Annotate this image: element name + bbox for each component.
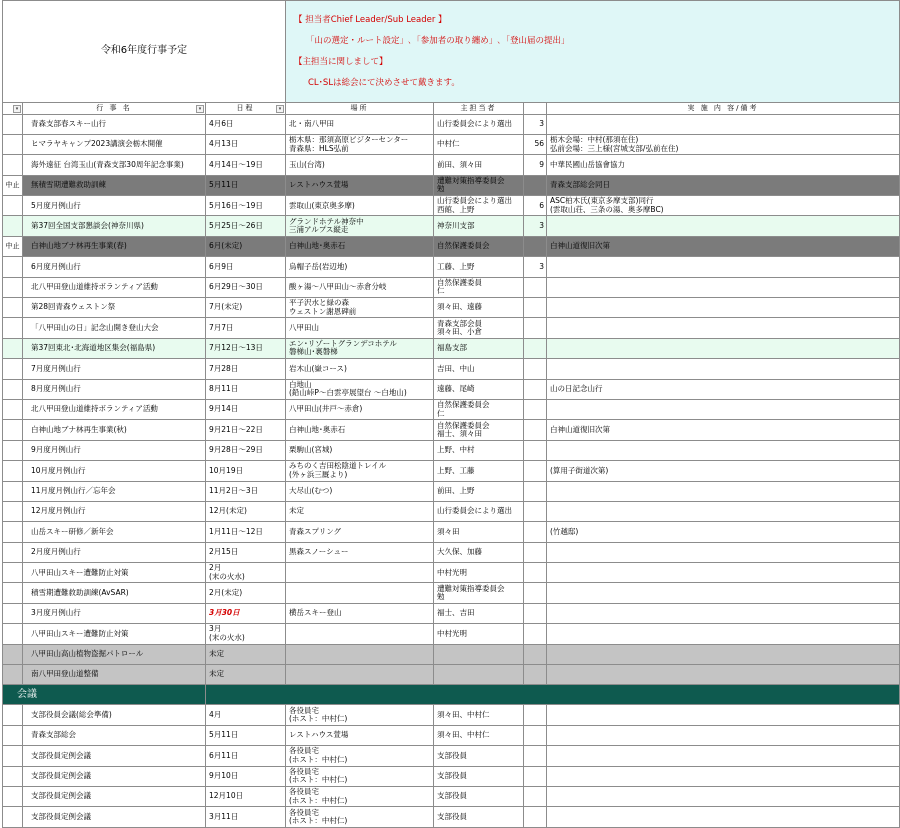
owner-cell[interactable]: 前田、上野 xyxy=(434,481,524,501)
stop-cell[interactable]: 中止 xyxy=(3,175,23,195)
place-cell[interactable]: 各役員宅 (ホスト：中村仁) xyxy=(286,807,434,827)
event-name-cell[interactable]: 「八甲田山の日」記念山開き登山大会 xyxy=(23,318,206,338)
stop-cell[interactable] xyxy=(3,399,23,419)
stop-cell[interactable] xyxy=(3,134,23,154)
table-row xyxy=(3,501,900,521)
notes-cell[interactable] xyxy=(547,665,900,685)
notes-cell[interactable] xyxy=(547,114,900,134)
table-row xyxy=(3,399,900,419)
event-name-cell[interactable]: 八甲田山スキー遭難防止対策 xyxy=(23,624,206,644)
event-name-cell[interactable]: 12月度月例山行 xyxy=(23,501,206,521)
stop-cell[interactable] xyxy=(3,257,23,277)
place-cell[interactable]: 白神山地･奥赤石 xyxy=(286,420,434,440)
place-cell[interactable]: 栃木県：那須高原ビジターセンター 青森県：HLS弘前 xyxy=(286,134,434,154)
table-row xyxy=(3,440,900,460)
place-cell[interactable]: 青森スプリング xyxy=(286,522,434,542)
notes-cell[interactable]: 山の日記念山行 xyxy=(547,379,900,399)
place-cell[interactable]: 未定 xyxy=(286,501,434,521)
event-name-cell[interactable]: 支部役員定例会議 xyxy=(23,766,206,786)
count-cell[interactable] xyxy=(524,440,547,460)
table-row xyxy=(3,236,900,256)
table-row xyxy=(3,134,900,154)
owner-cell[interactable]: 中村光明 xyxy=(434,563,524,583)
count-cell[interactable] xyxy=(524,461,547,481)
owner-cell[interactable]: 上野、中村 xyxy=(434,440,524,460)
date-cell[interactable]: 7月28日 xyxy=(206,359,286,379)
notes-cell[interactable]: 青森支部総会同日 xyxy=(547,175,900,195)
table-row xyxy=(3,807,900,827)
date-cell[interactable]: 未定 xyxy=(206,644,286,664)
count-cell[interactable] xyxy=(524,624,547,644)
owner-cell[interactable]: 遭難対策指導委員会 勉 xyxy=(434,583,524,603)
notes-cell[interactable] xyxy=(547,725,900,745)
table-row xyxy=(3,359,900,379)
event-name-cell[interactable]: 第37回全国支部懇談会(神奈川県) xyxy=(23,216,206,236)
owner-cell[interactable]: 須々田、遠藤 xyxy=(434,298,524,318)
filter-dropdown-icon[interactable]: ▾ xyxy=(276,105,284,113)
notes-cell[interactable] xyxy=(547,440,900,460)
date-cell[interactable]: 2月(未定) xyxy=(206,583,286,603)
count-cell[interactable] xyxy=(524,542,547,562)
stop-cell[interactable] xyxy=(3,665,23,685)
table-row xyxy=(3,379,900,399)
place-cell[interactable]: 大尽山(むつ) xyxy=(286,481,434,501)
count-cell[interactable] xyxy=(524,298,547,318)
note-line-3: 【主担当に関しまして】 xyxy=(294,56,388,67)
stop-cell[interactable] xyxy=(3,787,23,807)
date-cell[interactable]: 5月16日～19日 xyxy=(206,196,286,216)
notes-cell[interactable] xyxy=(547,298,900,318)
table-row xyxy=(3,522,900,542)
date-cell[interactable]: 12月(未定) xyxy=(206,501,286,521)
owner-cell[interactable]: 遭難対策指導委員会 勉 xyxy=(434,175,524,195)
stop-cell[interactable] xyxy=(3,481,23,501)
place-cell[interactable]: みちのく吉田松陰道トレイル (外ヶ浜三厩より) xyxy=(286,461,434,481)
event-name-cell[interactable]: 山岳スキー研修／新年会 xyxy=(23,522,206,542)
place-cell[interactable]: 平子沢水と緑の森 ウェストン謝恩碑前 xyxy=(286,298,434,318)
place-cell[interactable]: 北・南八甲田 xyxy=(286,114,434,134)
notes-cell[interactable] xyxy=(547,644,900,664)
event-name-cell[interactable]: 八甲田山スキー遭難防止対策 xyxy=(23,563,206,583)
count-cell[interactable] xyxy=(524,236,547,256)
count-cell[interactable] xyxy=(524,420,547,440)
date-cell[interactable]: 12月10日 xyxy=(206,787,286,807)
date-cell[interactable]: 6月(未定) xyxy=(206,236,286,256)
place-cell[interactable]: 白神山地･奥赤石 xyxy=(286,236,434,256)
table-row xyxy=(3,338,900,358)
table-row xyxy=(3,155,900,175)
owner-cell[interactable]: 福士、吉田 xyxy=(434,603,524,623)
owner-cell[interactable]: 青森支部会員 須々田、小倉 xyxy=(434,318,524,338)
stop-cell[interactable] xyxy=(3,807,23,827)
stop-cell[interactable] xyxy=(3,298,23,318)
notes-cell[interactable] xyxy=(547,787,900,807)
count-cell[interactable] xyxy=(524,379,547,399)
col-header-stop xyxy=(3,102,23,114)
notes-cell[interactable] xyxy=(547,563,900,583)
section-title: 会議 xyxy=(3,685,206,705)
stop-cell[interactable] xyxy=(3,583,23,603)
place-cell[interactable]: エン･リゾートグランデコホテル 磐梯山･裏磐梯 xyxy=(286,338,434,358)
table-row xyxy=(3,461,900,481)
date-cell[interactable]: 2月15日 xyxy=(206,542,286,562)
notes-cell[interactable] xyxy=(547,542,900,562)
notes-cell[interactable] xyxy=(547,705,900,725)
count-cell[interactable] xyxy=(524,175,547,195)
event-name-cell[interactable]: 南八甲田登山道整備 xyxy=(23,665,206,685)
place-cell[interactable] xyxy=(286,624,434,644)
date-cell[interactable]: 9月28日～29日 xyxy=(206,440,286,460)
event-name-cell[interactable]: 北八甲田登山道維持ボランティア活動 xyxy=(23,399,206,419)
stop-cell[interactable] xyxy=(3,563,23,583)
place-cell[interactable]: 岩木山(嶽コース) xyxy=(286,359,434,379)
date-cell[interactable]: 6月9日 xyxy=(206,257,286,277)
notes-cell[interactable] xyxy=(547,501,900,521)
place-cell[interactable]: 黒森スノーシュー xyxy=(286,542,434,562)
note-line-1: 【 担当者Chief Leader/Sub Leader 】 xyxy=(294,14,447,25)
place-cell[interactable]: 酸ヶ湯～八甲田山～赤倉分岐 xyxy=(286,277,434,297)
place-cell[interactable] xyxy=(286,583,434,603)
note-line-2: 「山の選定・ルート設定」､「参加者の取り纏め」､「登山届の提出」 xyxy=(306,35,570,46)
owner-cell[interactable]: 山行委員会により選出 xyxy=(434,501,524,521)
table-row xyxy=(3,216,900,236)
place-cell[interactable] xyxy=(286,665,434,685)
owner-cell[interactable]: 自然保護委員会 xyxy=(434,236,524,256)
stop-cell[interactable] xyxy=(3,155,23,175)
owner-cell[interactable]: 自然保護委員会 仁 xyxy=(434,399,524,419)
event-name-cell[interactable]: ヒマラヤキャンプ2023講演会栃木開催 xyxy=(23,134,206,154)
date-cell[interactable]: 10月19日 xyxy=(206,461,286,481)
stop-cell[interactable]: 中止 xyxy=(3,236,23,256)
stop-cell[interactable] xyxy=(3,501,23,521)
place-cell[interactable]: 八甲田山 xyxy=(286,318,434,338)
notes-cell[interactable]: (竹越邸) xyxy=(547,522,900,542)
stop-cell[interactable] xyxy=(3,196,23,216)
table-row xyxy=(3,196,900,216)
table-row xyxy=(3,563,900,583)
section-row xyxy=(3,685,900,705)
table-row xyxy=(3,644,900,664)
count-cell[interactable]: 3 xyxy=(524,216,547,236)
place-cell[interactable]: 横岳スキー登山 xyxy=(286,603,434,623)
date-cell[interactable]: 未定 xyxy=(206,665,286,685)
stop-cell[interactable] xyxy=(3,318,23,338)
stop-cell[interactable] xyxy=(3,338,23,358)
owner-cell[interactable]: 須々田 xyxy=(434,522,524,542)
date-cell[interactable]: 7月12日～13日 xyxy=(206,338,286,358)
event-name-cell[interactable]: 11月度月例山行／忘年会 xyxy=(23,481,206,501)
table-row xyxy=(3,725,900,745)
place-cell[interactable]: レストハウス萱場 xyxy=(286,725,434,745)
notes-cell[interactable] xyxy=(547,277,900,297)
stop-cell[interactable] xyxy=(3,766,23,786)
event-name-cell[interactable]: 支部役員会議(総会準備) xyxy=(23,705,206,725)
place-cell[interactable]: 各役員宅 (ホスト：中村仁) xyxy=(286,766,434,786)
owner-cell[interactable] xyxy=(434,665,524,685)
notes-cell[interactable]: (算用子街道次第) xyxy=(547,461,900,481)
event-name-cell[interactable]: 青森支部春スキー山行 xyxy=(23,114,206,134)
stop-cell[interactable] xyxy=(3,277,23,297)
stop-cell[interactable] xyxy=(3,114,23,134)
place-cell[interactable]: 各役員宅 (ホスト：中村仁) xyxy=(286,787,434,807)
event-name-cell[interactable]: 8月度月例山行 xyxy=(23,379,206,399)
date-cell[interactable]: 5月11日 xyxy=(206,725,286,745)
stop-cell[interactable] xyxy=(3,542,23,562)
stop-cell[interactable] xyxy=(3,644,23,664)
table-row xyxy=(3,277,900,297)
count-cell[interactable] xyxy=(524,522,547,542)
event-name-cell[interactable]: 7月度月例山行 xyxy=(23,359,206,379)
stop-cell[interactable] xyxy=(3,379,23,399)
top-header-row xyxy=(3,1,900,103)
owner-cell[interactable]: 中村仁 xyxy=(434,134,524,154)
owner-cell[interactable]: 支部役員 xyxy=(434,746,524,766)
stop-cell[interactable] xyxy=(3,216,23,236)
stop-cell[interactable] xyxy=(3,624,23,644)
owner-cell[interactable]: 上野、工藤 xyxy=(434,461,524,481)
place-cell[interactable]: 栗駒山(宮城) xyxy=(286,440,434,460)
date-cell[interactable]: 6月29日～30日 xyxy=(206,277,286,297)
table-row xyxy=(3,746,900,766)
date-cell[interactable]: 4月14日～19日 xyxy=(206,155,286,175)
event-name-cell[interactable]: 白神山地ブナ林再生事業(春) xyxy=(23,236,206,256)
count-cell[interactable]: 56 xyxy=(524,134,547,154)
event-name-cell[interactable]: 6月度月例山行 xyxy=(23,257,206,277)
col-header-date: 日程 ▾ xyxy=(206,102,286,114)
col-header-owner: 主担当者 xyxy=(434,102,524,114)
col-header-notes: 実 施 内 容/備考 xyxy=(547,102,900,114)
count-cell[interactable] xyxy=(524,725,547,745)
event-name-cell[interactable]: 3月度月例山行 xyxy=(23,603,206,623)
place-cell[interactable] xyxy=(286,563,434,583)
table-row xyxy=(3,542,900,562)
owner-cell[interactable]: 須々田、中村仁 xyxy=(434,725,524,745)
table-row xyxy=(3,175,900,195)
place-cell[interactable]: 各役員宅 (ホスト：中村仁) xyxy=(286,746,434,766)
table-row xyxy=(3,705,900,725)
schedule-table xyxy=(2,0,900,828)
count-cell[interactable] xyxy=(524,746,547,766)
date-cell[interactable]: 5月25日～26日 xyxy=(206,216,286,236)
owner-cell[interactable]: 支部役員 xyxy=(434,807,524,827)
notes-cell[interactable] xyxy=(547,807,900,827)
count-cell[interactable] xyxy=(524,501,547,521)
table-row xyxy=(3,624,900,644)
owner-cell[interactable]: 自然保護委員 仁 xyxy=(434,277,524,297)
count-cell[interactable]: 9 xyxy=(524,155,547,175)
table-row xyxy=(3,298,900,318)
col-header-name: 行 事 名 ▾ xyxy=(23,102,206,114)
column-header-row xyxy=(3,102,900,114)
date-cell[interactable]: 4月6日 xyxy=(206,114,286,134)
event-name-cell[interactable]: 北八甲田登山道維持ボランティア活動 xyxy=(23,277,206,297)
count-cell[interactable]: 3 xyxy=(524,257,547,277)
date-cell[interactable]: 1月11日～12日 xyxy=(206,522,286,542)
top-note xyxy=(286,1,900,103)
date-cell[interactable]: 4月 xyxy=(206,705,286,725)
count-cell[interactable] xyxy=(524,766,547,786)
notes-cell[interactable] xyxy=(547,399,900,419)
count-cell[interactable] xyxy=(524,705,547,725)
event-name-cell[interactable]: 白神山地ブナ林再生事業(秋) xyxy=(23,420,206,440)
filter-dropdown-icon[interactable]: ▾ xyxy=(196,105,204,113)
notes-cell[interactable] xyxy=(547,766,900,786)
date-cell[interactable]: 8月11日 xyxy=(206,379,286,399)
place-cell[interactable]: 雲取山(東京奥多摩) xyxy=(286,196,434,216)
note-line-4: CL･SLは総会にて決めさせて戴きます。 xyxy=(308,77,460,88)
table-row xyxy=(3,114,900,134)
event-name-cell[interactable]: 無積雪期遭難救助訓練 xyxy=(23,175,206,195)
count-cell[interactable] xyxy=(524,277,547,297)
owner-cell[interactable]: 前田、須々田 xyxy=(434,155,524,175)
notes-cell[interactable] xyxy=(547,624,900,644)
place-cell[interactable]: 各役員宅 (ホスト：中村仁) xyxy=(286,705,434,725)
notes-cell[interactable] xyxy=(547,338,900,358)
stop-cell[interactable] xyxy=(3,359,23,379)
owner-cell[interactable]: 山行委員会により選出 西館、上野 xyxy=(434,196,524,216)
owner-cell[interactable]: 山行委員会により選出 xyxy=(434,114,524,134)
count-cell[interactable] xyxy=(524,399,547,419)
section-filler xyxy=(206,685,900,705)
notes-cell[interactable] xyxy=(547,257,900,277)
event-name-cell[interactable]: 青森支部総会 xyxy=(23,725,206,745)
stop-cell[interactable] xyxy=(3,705,23,725)
count-cell[interactable] xyxy=(524,563,547,583)
count-cell[interactable] xyxy=(524,644,547,664)
notes-cell[interactable]: ASC柏木氏(東京多摩支部)同行 (雲取山荘、三条の湯、奥多摩BC) xyxy=(547,196,900,216)
date-cell[interactable]: 3月30日 xyxy=(206,603,286,623)
count-cell[interactable] xyxy=(524,665,547,685)
date-cell[interactable]: 9月14日 xyxy=(206,399,286,419)
owner-cell[interactable] xyxy=(434,644,524,664)
notes-cell[interactable] xyxy=(547,603,900,623)
event-name-cell[interactable]: 10月度月例山行 xyxy=(23,461,206,481)
place-cell[interactable]: 玉山(台湾) xyxy=(286,155,434,175)
count-cell[interactable] xyxy=(524,787,547,807)
date-cell[interactable]: 3月 (末の火水) xyxy=(206,624,286,644)
owner-cell[interactable]: 支部役員 xyxy=(434,766,524,786)
stop-cell[interactable] xyxy=(3,461,23,481)
date-cell[interactable]: 7月7日 xyxy=(206,318,286,338)
count-cell[interactable] xyxy=(524,318,547,338)
event-name-cell[interactable]: 支部役員定例会議 xyxy=(23,807,206,827)
sheet-title: 令和6年度行事予定 xyxy=(3,1,286,103)
notes-cell[interactable]: 中華民國山岳協會協力 xyxy=(547,155,900,175)
owner-cell[interactable]: 福島支部 xyxy=(434,338,524,358)
stop-cell[interactable] xyxy=(3,603,23,623)
stop-cell[interactable] xyxy=(3,440,23,460)
count-cell[interactable] xyxy=(524,481,547,501)
place-cell[interactable] xyxy=(286,644,434,664)
count-cell[interactable] xyxy=(524,807,547,827)
date-cell[interactable]: 6月11日 xyxy=(206,746,286,766)
owner-cell[interactable]: 自然保護委員会 福士、須々田 xyxy=(434,420,524,440)
place-cell[interactable]: レストハウス萱場 xyxy=(286,175,434,195)
stop-cell[interactable] xyxy=(3,522,23,542)
date-cell[interactable]: 5月11日 xyxy=(206,175,286,195)
owner-cell[interactable]: 神奈川支部 xyxy=(434,216,524,236)
place-cell[interactable]: 烏帽子岳(岩辺地) xyxy=(286,257,434,277)
date-cell[interactable]: 7月(未定) xyxy=(206,298,286,318)
table-row xyxy=(3,257,900,277)
notes-cell[interactable] xyxy=(547,318,900,338)
count-cell[interactable]: 6 xyxy=(524,196,547,216)
date-cell[interactable]: 9月10日 xyxy=(206,766,286,786)
table-row xyxy=(3,603,900,623)
owner-cell[interactable]: 支部役員 xyxy=(434,787,524,807)
table-row xyxy=(3,665,900,685)
date-cell[interactable]: 4月13日 xyxy=(206,134,286,154)
stop-cell[interactable] xyxy=(3,725,23,745)
event-name-cell[interactable]: 2月度月例山行 xyxy=(23,542,206,562)
notes-cell[interactable] xyxy=(547,359,900,379)
event-name-cell[interactable]: 9月度月例山行 xyxy=(23,440,206,460)
date-cell[interactable]: 9月21日～22日 xyxy=(206,420,286,440)
count-cell[interactable]: 3 xyxy=(524,114,547,134)
notes-cell[interactable] xyxy=(547,481,900,501)
event-name-cell[interactable]: 海外遠征 台湾玉山(青森支部30周年記念事業) xyxy=(23,155,206,175)
notes-cell[interactable] xyxy=(547,216,900,236)
table-row xyxy=(3,787,900,807)
col-header-place: 場所 xyxy=(286,102,434,114)
table-row xyxy=(3,481,900,501)
table-row xyxy=(3,420,900,440)
count-cell[interactable] xyxy=(524,338,547,358)
event-name-cell[interactable]: 積雪期遭難救助訓練(AvSAR) xyxy=(23,583,206,603)
notes-cell[interactable] xyxy=(547,583,900,603)
event-name-cell[interactable]: 5月度月例山行 xyxy=(23,196,206,216)
notes-cell[interactable] xyxy=(547,746,900,766)
owner-cell[interactable]: 遠藤、尾崎 xyxy=(434,379,524,399)
table-row xyxy=(3,318,900,338)
owner-cell[interactable]: 吉田、中山 xyxy=(434,359,524,379)
event-name-cell[interactable]: 支部役員定例会議 xyxy=(23,746,206,766)
count-cell[interactable] xyxy=(524,583,547,603)
owner-cell[interactable]: 大久保、加藤 xyxy=(434,542,524,562)
place-cell[interactable]: 八甲田山(井戸～赤倉) xyxy=(286,399,434,419)
event-name-cell[interactable]: 第28回青森ウェストン祭 xyxy=(23,298,206,318)
table-row xyxy=(3,766,900,786)
notes-cell[interactable]: 白神山道復旧次第 xyxy=(547,420,900,440)
filter-dropdown-icon[interactable]: ▾ xyxy=(13,105,21,113)
event-name-cell[interactable]: 第37回東北･北海道地区集会(福島県) xyxy=(23,338,206,358)
owner-cell[interactable]: 中村光明 xyxy=(434,624,524,644)
count-cell[interactable] xyxy=(524,359,547,379)
notes-cell[interactable]: 栃木会場：中村(那須在住) 弘前会場：三上様(宮城支部/弘前在住) xyxy=(547,134,900,154)
date-cell[interactable]: 3月11日 xyxy=(206,807,286,827)
place-cell[interactable]: 白地山 (鉛山峠P～白雲亭展望台 ～白地山) xyxy=(286,379,434,399)
date-cell[interactable]: 11月2日～3日 xyxy=(206,481,286,501)
date-cell[interactable]: 2月 (末の火水) xyxy=(206,563,286,583)
table-row xyxy=(3,583,900,603)
place-cell[interactable]: グランドホテル神奈中 三浦アルプス縦走 xyxy=(286,216,434,236)
col-header-count xyxy=(524,102,547,114)
count-cell[interactable] xyxy=(524,603,547,623)
stop-cell[interactable] xyxy=(3,746,23,766)
stop-cell[interactable] xyxy=(3,420,23,440)
event-name-cell[interactable]: 八甲田山高山植物盗掘パトロール xyxy=(23,644,206,664)
notes-cell[interactable]: 白神山道復旧次第 xyxy=(547,236,900,256)
owner-cell[interactable]: 須々田、中村仁 xyxy=(434,705,524,725)
event-name-cell[interactable]: 支部役員定例会議 xyxy=(23,787,206,807)
owner-cell[interactable]: 工藤、上野 xyxy=(434,257,524,277)
